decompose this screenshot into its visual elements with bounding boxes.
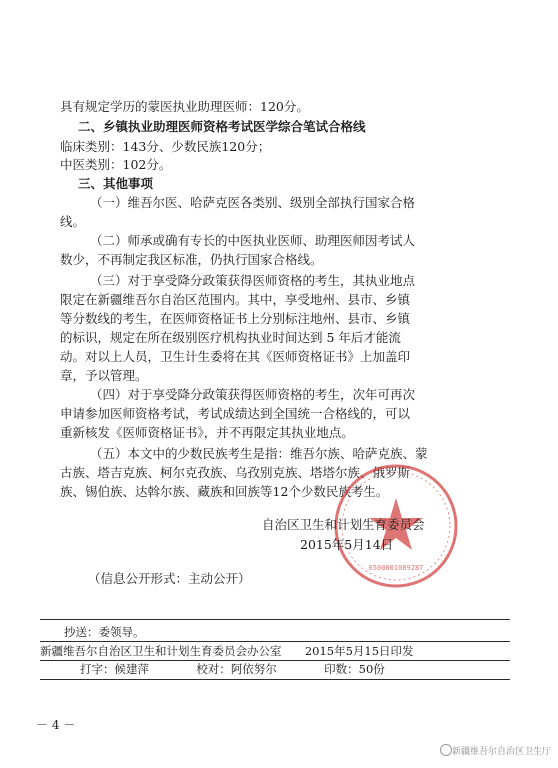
watermark-text: 新疆维吾尔自治区卫生厅 (452, 747, 552, 757)
section-heading: 三、其他事项 (78, 176, 154, 191)
body-line: 章，予以管理。 (60, 368, 148, 383)
body-line: 的标识，规定在所在级别医疗机构执业时间达到 5 年后才能流 (60, 330, 401, 345)
body-line: 重新核发《医师资格证书》，并不再限定其执业地点。 (60, 425, 354, 440)
print-info-row (80, 661, 550, 677)
body-line: 等分数线的考生，在医师资格证书上分别标注地州、县市、乡镇 (60, 311, 411, 326)
watermark-logo-icon (440, 744, 452, 756)
issue-date: 2015年5月15日印发 (304, 644, 414, 658)
body-line: 具有规定学历的蒙医执业助理医师：120分。 (60, 99, 309, 114)
signing-date: 2015年5月14日 (300, 537, 394, 552)
footer-rule (40, 641, 510, 642)
disclosure-note: （信息公开形式：主动公开） (88, 571, 251, 586)
footer-rule-bottom (40, 679, 510, 680)
body-line: 数少，不再制定我区标准，仍执行国家合格线。 (60, 252, 323, 267)
body-line: 临床类别：143分、少数民族120分； (60, 139, 271, 154)
body-line: （三）对于享受降分政策获得医师资格的考生，其执业地点 (90, 273, 416, 288)
body-line: （五）本文中的少数民族考生是指：维吾尔族、哈萨克族、蒙 (90, 446, 428, 461)
issuer-name: 新疆维吾尔自治区卫生和计划生育委员会办公室 (40, 644, 282, 658)
section-heading: 二、乡镇执业助理医师资格考试医学综合笔试合格线 (78, 119, 366, 134)
body-line: 申请参加医师资格考试，考试成绩达到全国统一合格线的，可以 (60, 406, 411, 421)
copies-label: 印数： (324, 662, 359, 676)
typist-label: 打字： (80, 662, 115, 676)
body-line: 族、锡伯族、达斡尔族、藏族和回族等12个少数民族考生。 (60, 484, 389, 499)
body-line: 动。对以上人员，卫生计生委将在其《医师资格证书》上加盖印 (60, 349, 411, 364)
issuer-row (40, 643, 510, 659)
body-line: 中医类别：102分。 (60, 157, 172, 172)
body-line: 线。 (60, 214, 86, 229)
proofreader-label: 校对： (196, 662, 231, 676)
proofreader-name: 阿依努尔 (230, 662, 277, 676)
body-line: 限定在新疆维吾尔自治区范围内。其中，享受地州、县市、乡镇 (60, 292, 411, 307)
body-line: （二）师承或确有专长的中医执业医师、助理医师因考试人 (90, 233, 416, 248)
signing-organization: 自治区卫生和计划生育委员会 (262, 517, 425, 532)
body-line: （四）对于享受降分政策获得医师资格的考生，次年可再次 (90, 387, 416, 402)
page-number: － 4 － (36, 718, 76, 732)
copies-count: 50份 (358, 662, 385, 676)
footer-rule-top (40, 619, 510, 620)
seal-number: 6500001089287 (368, 564, 424, 572)
body-line: （一）维吾尔医、哈萨克医各类别、级别全部执行国家合格 (90, 195, 416, 210)
cc-line: 抄送：委领导。 (64, 625, 145, 639)
body-line: 古族、塔吉克族、柯尔克孜族、乌孜别克族、塔塔尔族、俄罗斯 (60, 465, 411, 480)
typist-name: 候建萍 (114, 662, 149, 676)
